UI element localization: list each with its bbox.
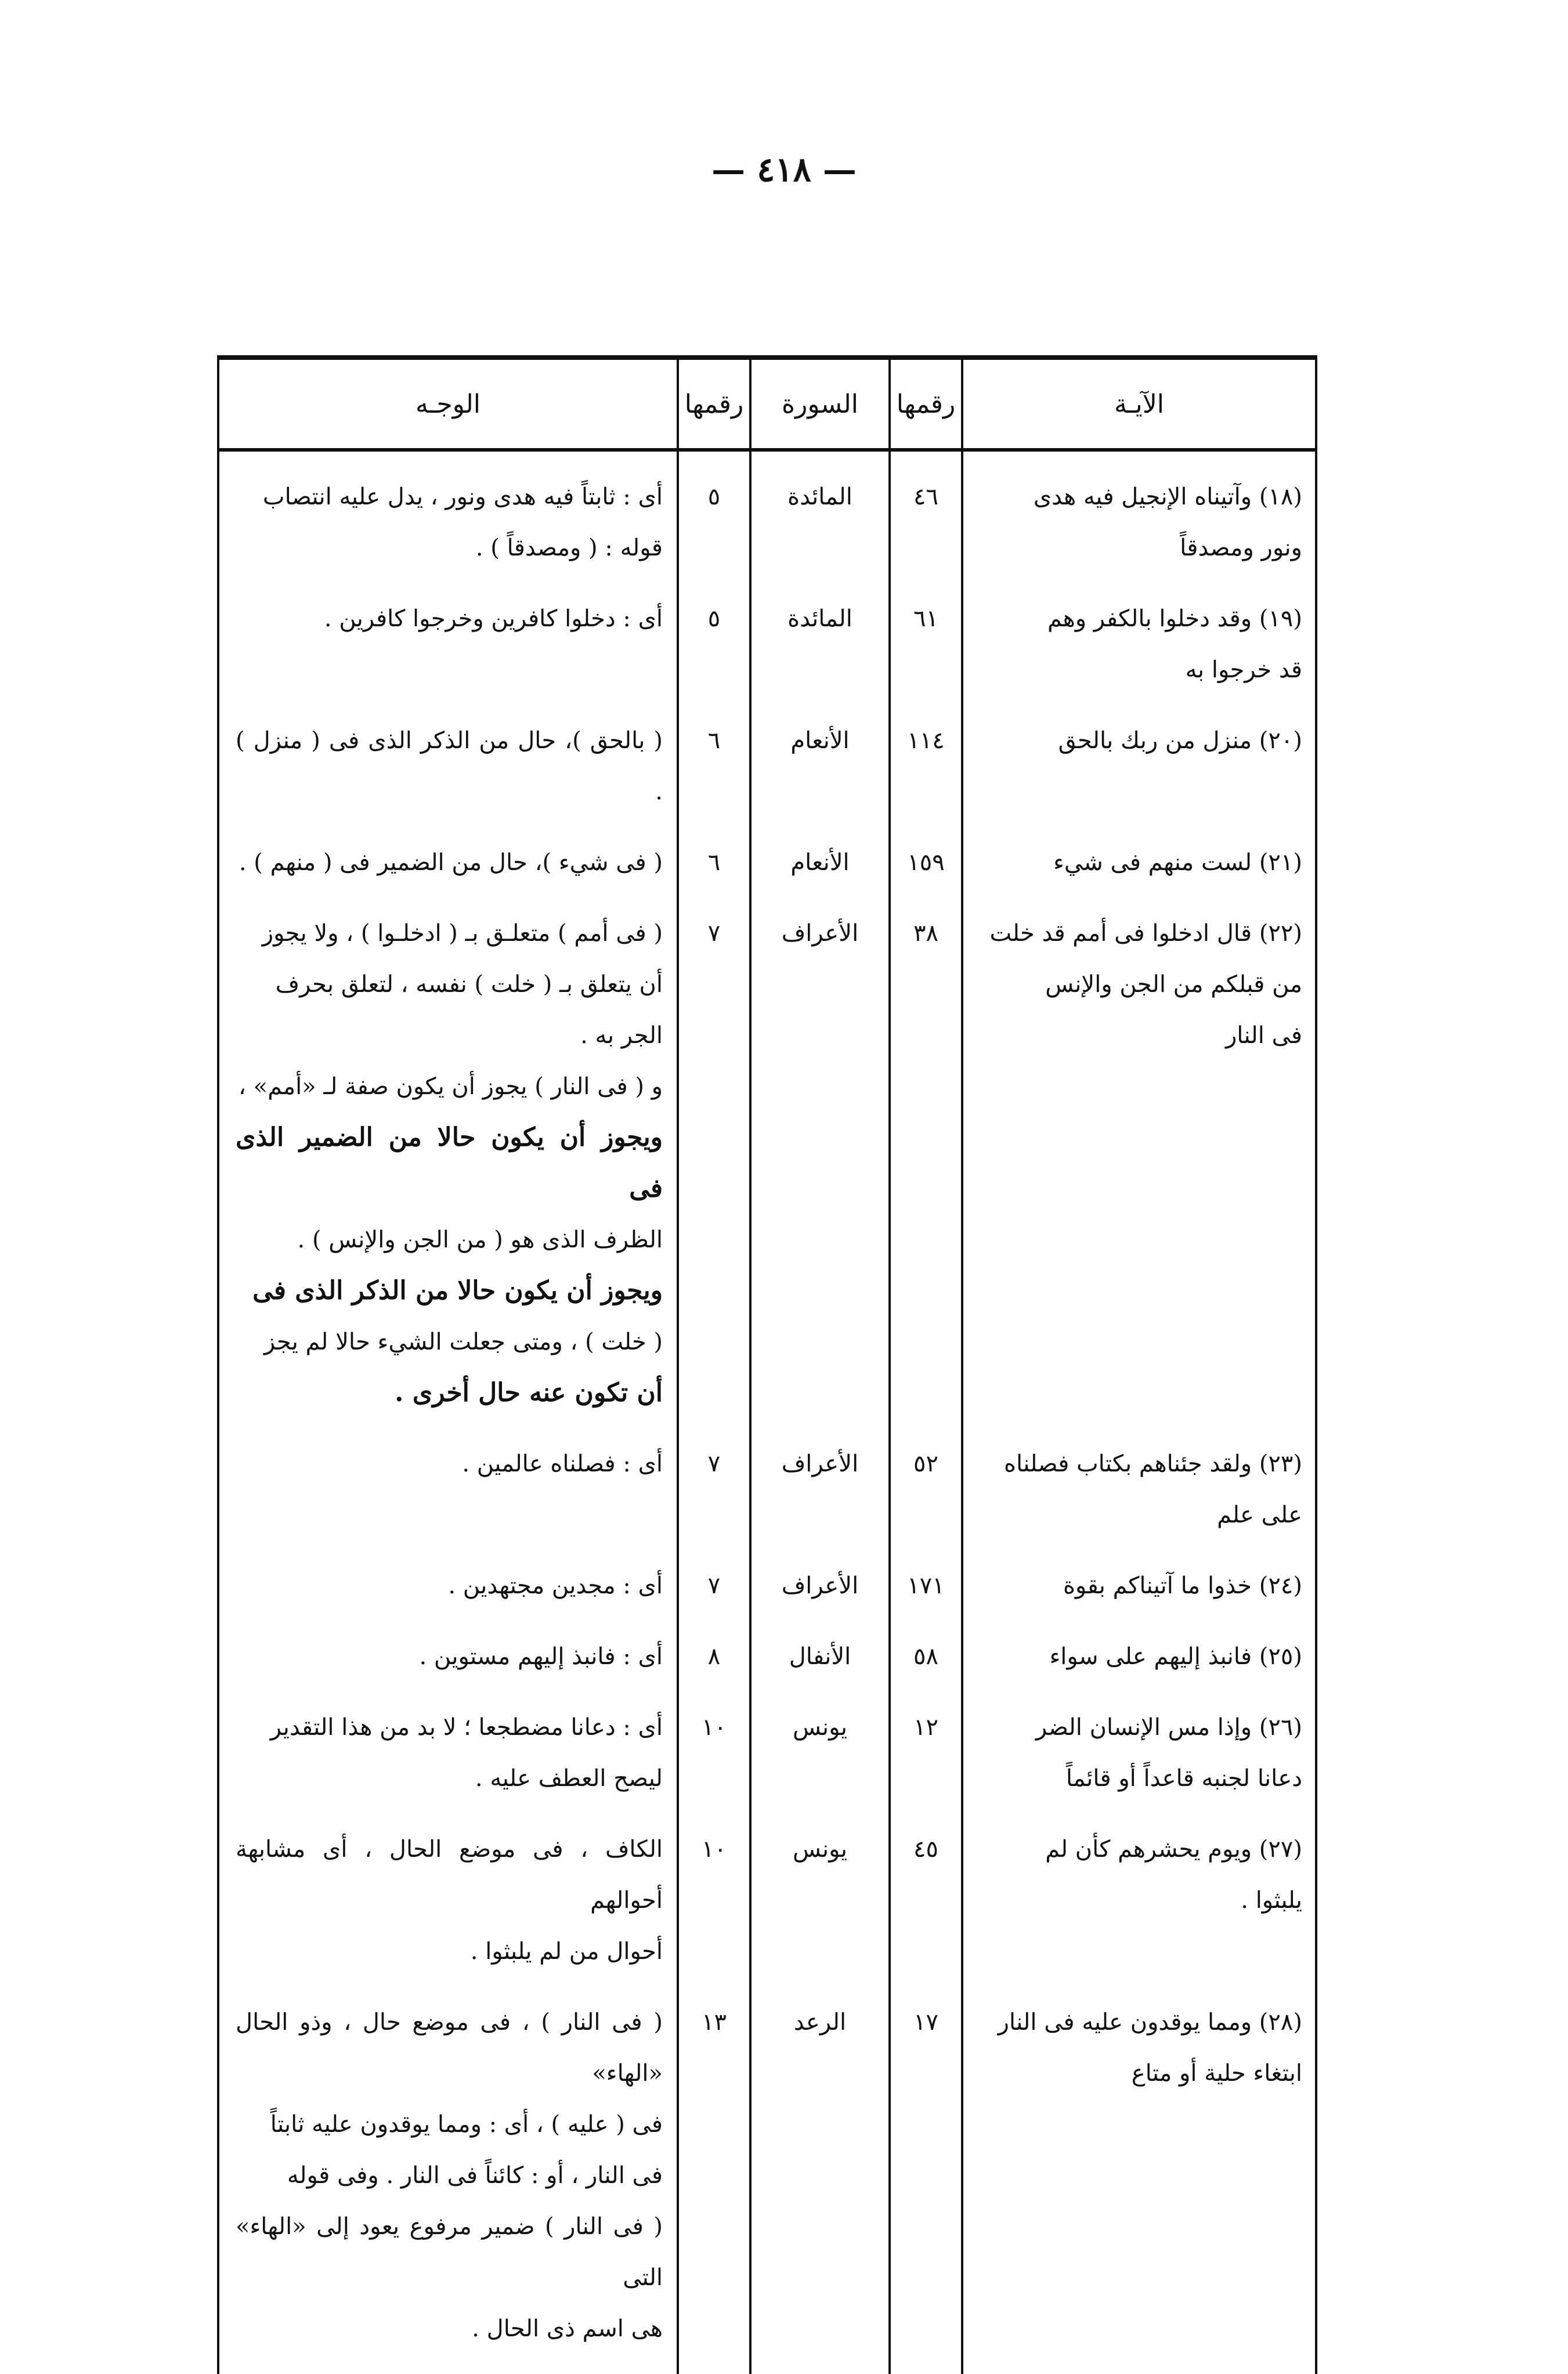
aya-line: من قبلكم من الجن والإنس — [1045, 971, 1302, 998]
wajh-line: ليصح العطف عليه . — [475, 1765, 663, 1792]
aya-cell — [962, 888, 1316, 1419]
aya-line: (٢٦) وإذا مس الإنسان الضر — [1035, 1714, 1302, 1741]
empty-cell — [750, 2354, 890, 2374]
wajh-line: ( فى النار ) ، فى موضع حال ، وذو الحال «الهاء» — [228, 2009, 663, 2087]
sura-cell: الرعد — [750, 1977, 890, 2354]
header-sura: السورة — [750, 358, 890, 450]
wajh-line: أى : فانبذ إليهم مستوين . — [419, 1643, 663, 1670]
wajh-cell — [218, 1977, 678, 2354]
empty-cell — [218, 2354, 678, 2374]
wajh-line: قوله : ( ومصدقاً ) . — [475, 535, 663, 561]
aya-cell — [962, 1419, 1316, 1540]
aya-number-cell: ١١٤ — [890, 695, 962, 817]
wajh-line: ( خلت ) ، ومتى جعلت الشيء حالا لم يجز — [263, 1329, 663, 1355]
empty-cell — [962, 2354, 1316, 2374]
aya-line: (٢٣) ولقد جئناهم بكتاب فصلناه على علم — [996, 1451, 1302, 1528]
aya-cell — [962, 1804, 1316, 1977]
wajh-line: الجر به . — [580, 1022, 663, 1049]
aya-line: ابتغاء حلية أو متاع — [1131, 2060, 1302, 2087]
aya-cell — [962, 1977, 1316, 2354]
aya-cell — [962, 1540, 1316, 1611]
wajh-cell — [218, 888, 678, 1419]
wajh-line: الظرف الذى هو ( من الجن والإنس ) . — [297, 1226, 663, 1253]
table-row — [218, 695, 1316, 817]
table-row — [218, 1540, 1316, 1611]
wajh-line: أى : مجدين مجتهدين . — [448, 1572, 663, 1599]
aya-line: (٢٠) منزل من ربك بالحق — [1058, 727, 1302, 754]
aya-line: دعانا لجنبه قاعداً أو قائماً — [1065, 1765, 1302, 1792]
aya-cell — [962, 817, 1316, 888]
wajh-line: ويجوز أن يكون حالا من الذكر الذى فى — [252, 1276, 663, 1305]
empty-cell — [890, 2354, 962, 2374]
aya-number-cell: ١٧١ — [890, 1540, 962, 1611]
wajh-cell — [218, 1540, 678, 1611]
wajh-line: أى : ثابتاً فيه هدى ونور ، يدل عليه انتصاب — [262, 484, 663, 510]
wajh-line: و ( فى النار ) يجوز أن يكون صفة لـ «أمم» ، — [239, 1073, 663, 1100]
wajh-cell — [218, 1611, 678, 1682]
wajh-line: ( فى أمم ) متعلـق بـ ( ادخلـوا ) ، ولا يجوز — [262, 920, 663, 947]
wajh-cell — [218, 695, 678, 817]
aya-line: (٢٧) ويوم يحشرهم كأن لم — [1045, 1836, 1302, 1863]
wajh-line: فى ( عليه ) ، أى : ومما يوقدون عليه ثابتاً — [270, 2111, 663, 2138]
syntax-table — [219, 355, 1317, 2342]
wajh-cell — [218, 1419, 678, 1540]
wajh-cell — [218, 573, 678, 695]
sura-cell: الأنعام — [750, 817, 890, 888]
aya-number-cell: ١٧ — [890, 1977, 962, 2354]
table — [217, 355, 1317, 2374]
table-row — [218, 817, 1316, 888]
aya-line: (١٨) وآتيناه الإنجيل فيه هدى — [1033, 484, 1302, 510]
table-row — [218, 1682, 1316, 1804]
table-row — [218, 888, 1316, 1419]
aya-number-cell: ٥٨ — [890, 1611, 962, 1682]
sura-number-cell: ٥ — [678, 573, 750, 695]
sura-number-cell: ١٠ — [678, 1682, 750, 1804]
table-body — [218, 450, 1316, 2374]
aya-line: (٢٨) ومما يوقدون عليه فى النار — [998, 2009, 1302, 2036]
aya-line: ونور ومصدقاً — [1180, 535, 1302, 561]
header-wajh: الوجـه — [218, 358, 678, 450]
sura-number-cell: ١٠ — [678, 1804, 750, 1977]
aya-line: (١٩) وقد دخلوا بالكفر وهم — [1047, 605, 1302, 632]
header-aya-number: رقمها — [890, 358, 962, 450]
aya-line: فى النار — [1225, 1022, 1302, 1049]
sura-cell: الأعراف — [750, 1540, 890, 1611]
wajh-cell — [218, 1804, 678, 1977]
wajh-cell — [218, 450, 678, 573]
sura-cell: المائدة — [750, 573, 890, 695]
table-row — [218, 1977, 1316, 2354]
wajh-line: أن تكون عنه حال أخرى . — [395, 1378, 663, 1408]
wajh-line: هى اسم ذى الحال . — [472, 2315, 663, 2342]
aya-number-cell: ٤٥ — [890, 1804, 962, 1977]
wajh-line: أى : دخلوا كافرين وخرجوا كافرين . — [324, 605, 663, 632]
sura-number-cell: ٧ — [678, 1540, 750, 1611]
table-row — [218, 1419, 1316, 1540]
aya-cell — [962, 695, 1316, 817]
table-row — [218, 573, 1316, 695]
table-row — [218, 450, 1316, 573]
aya-number-cell: ٤٦ — [890, 450, 962, 573]
aya-cell — [962, 1682, 1316, 1804]
wajh-line: ويجوز أن يكون حالا من الضمير الذى فى — [226, 1123, 663, 1203]
aya-line: قد خرجوا به — [1185, 656, 1302, 683]
sura-cell: يونس — [750, 1804, 890, 1977]
aya-line: (٢٥) فانبذ إليهم على سواء — [1049, 1643, 1302, 1670]
sura-number-cell: ١٣ — [678, 1977, 750, 2354]
sura-cell: الأنعام — [750, 695, 890, 817]
sura-number-cell: ٦ — [678, 695, 750, 817]
aya-line: يلبثوا . — [1241, 1887, 1302, 1914]
aya-number-cell: ٥٢ — [890, 1419, 962, 1540]
page-number: — ٤١٨ — — [711, 150, 857, 189]
wajh-line: ( فى شيء )، حال من الضمير فى ( منهم ) . — [239, 849, 663, 876]
sura-cell: الأعراف — [750, 1419, 890, 1540]
aya-cell — [962, 573, 1316, 695]
sura-number-cell: ٨ — [678, 1611, 750, 1682]
wajh-line: أن يتعلق بـ ( خلت ) نفسه ، لتعلق بحرف — [275, 971, 663, 998]
wajh-line: ( بالحق )، حال من الذكر الذى فى ( منزل ) . — [228, 727, 663, 805]
table-row — [218, 1611, 1316, 1682]
wajh-line: الكاف ، فى موضع الحال ، أى مشابهة أحوالهم — [228, 1836, 663, 1914]
aya-number-cell: ٦١ — [890, 573, 962, 695]
aya-cell — [962, 1611, 1316, 1682]
wajh-line: ( فى النار ) ضمير مرفوع يعود إلى «الهاء» التى — [228, 2213, 663, 2291]
sura-cell: الأنفال — [750, 1611, 890, 1682]
sura-number-cell: ٦ — [678, 817, 750, 888]
aya-line: (٢٤) خذوا ما آتيناكم بقوة — [1063, 1572, 1302, 1599]
aya-line: (٢١) لست منهم فى شيء — [1053, 849, 1302, 876]
wajh-cell — [218, 1682, 678, 1804]
sura-cell: الأعراف — [750, 888, 890, 1419]
aya-number-cell: ١٢ — [890, 1682, 962, 1804]
sura-number-cell: ٥ — [678, 450, 750, 573]
sura-cell: يونس — [750, 1682, 890, 1804]
table-header-row — [218, 358, 1316, 450]
wajh-line: أى : دعانا مضطجعا ؛ لا بد من هذا التقدير — [270, 1714, 663, 1741]
aya-number-cell: ١٥٩ — [890, 817, 962, 888]
table-row — [218, 1804, 1316, 1977]
wajh-line: أحوال من لم يلبثوا . — [470, 1938, 663, 1965]
header-sura-number: رقمها — [678, 358, 750, 450]
table-filler-row — [218, 2354, 1316, 2374]
aya-line: (٢٢) قال ادخلوا فى أمم قد خلت — [989, 920, 1302, 947]
sura-cell: المائدة — [750, 450, 890, 573]
empty-cell — [678, 2354, 750, 2374]
sura-number-cell: ٧ — [678, 1419, 750, 1540]
header-aya: الآيـة — [962, 358, 1316, 450]
wajh-line: فى النار ، أو : كائناً فى النار . وفى قوله — [287, 2162, 663, 2189]
aya-number-cell: ٣٨ — [890, 888, 962, 1419]
wajh-cell — [218, 817, 678, 888]
aya-cell — [962, 450, 1316, 573]
sura-number-cell: ٧ — [678, 888, 750, 1419]
wajh-line: أى : فصلناه عالمين . — [462, 1451, 663, 1477]
